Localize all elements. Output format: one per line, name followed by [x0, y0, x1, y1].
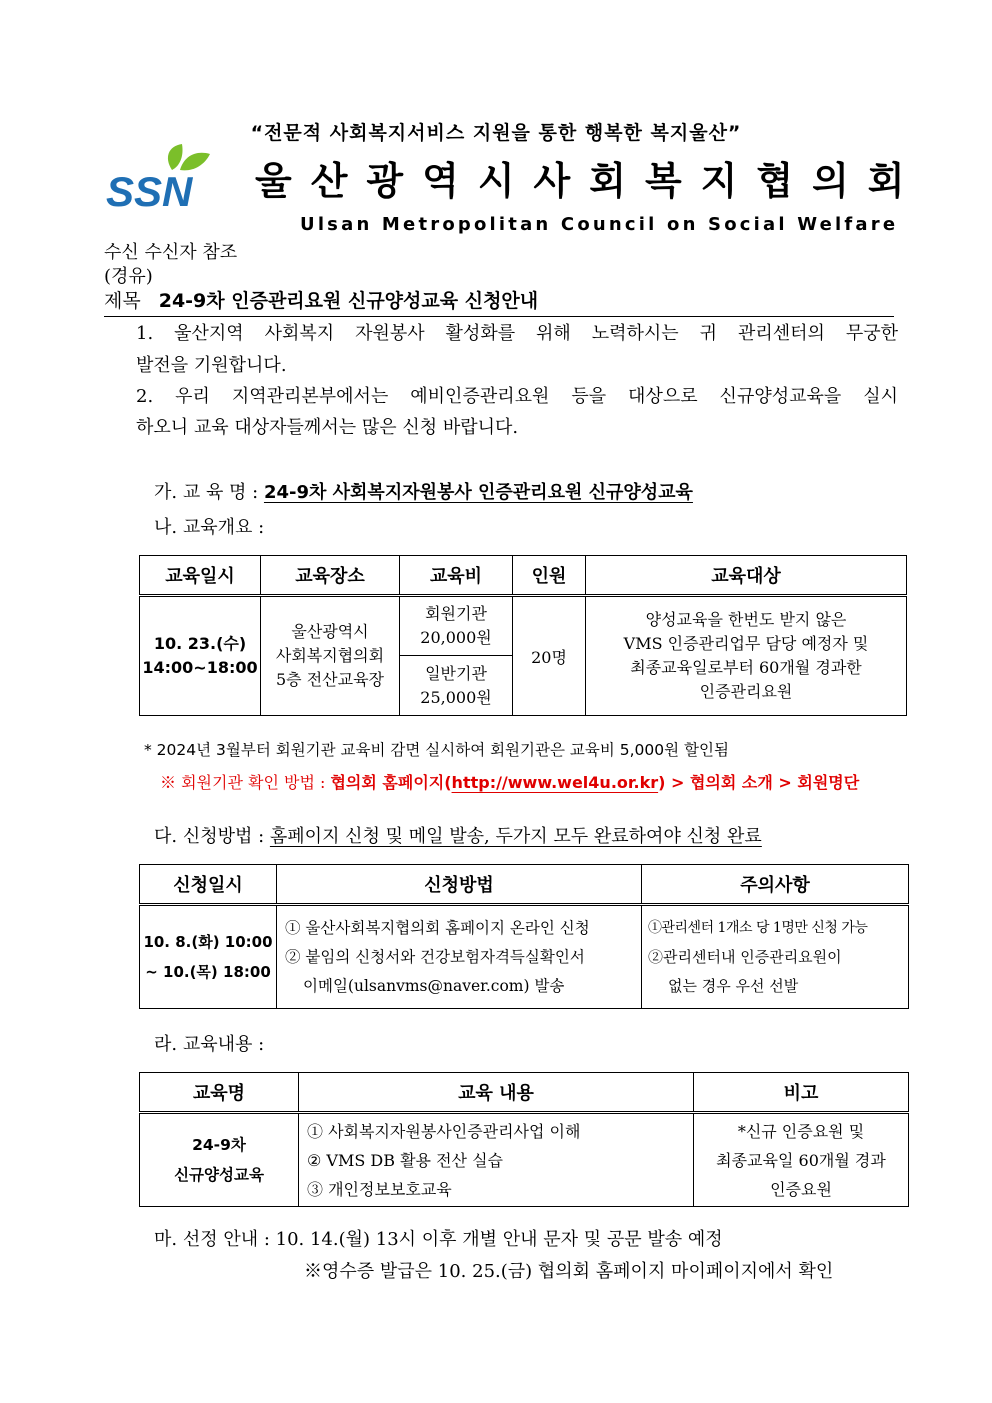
overview-time: 14:00~18:00: [142, 658, 258, 677]
apply-table: [139, 864, 909, 1009]
member-check-note: [160, 770, 859, 793]
leaf-icon: [168, 144, 183, 170]
apply-caution: [642, 905, 909, 1009]
overview-place-line: 사회복지협의회: [275, 646, 385, 665]
section-ga-value: 24-9차 사회복지자원봉사 인증관리요원 신규양성교육: [263, 482, 693, 503]
target-line: VMS 인증관리업무 담당 예정자 및: [623, 634, 869, 653]
apply-header: 신청방법: [277, 865, 642, 905]
apply-period-end: ~ 10.(목) 18:00: [145, 963, 271, 981]
section-na-label: 나. 교육개요 :: [154, 517, 265, 538]
apply-method-line: ② 붙임의 신청서와 건강보험자격득실확인서: [285, 947, 585, 966]
recipient: 수신 수신자 참조: [104, 242, 238, 263]
overview-people: 20명: [513, 596, 586, 716]
content-note: [694, 1113, 909, 1207]
content-item: ② VMS DB 활용 전산 실습: [307, 1150, 503, 1170]
overview-header: 교육일시: [140, 556, 261, 596]
apply-header: 주의사항: [642, 865, 909, 905]
section-ra-label: 라. 교육내용 :: [154, 1034, 265, 1055]
fee-member-value: 20,000원: [420, 628, 492, 647]
section-ga-label: 가. 교 육 명 :: [154, 482, 264, 503]
content-header: 교육 내용: [299, 1073, 694, 1113]
overview-date: 10. 23.(수): [153, 634, 247, 653]
target-line: 인증관리요원: [699, 682, 793, 701]
content-header: 교육명: [140, 1073, 299, 1113]
content-name: [140, 1113, 299, 1207]
divider: [104, 316, 894, 317]
content-note-line: 최종교육일 60개월 경과: [716, 1150, 886, 1170]
overview-target: [586, 596, 907, 716]
section-da-value: 홈페이지 신청 및 메일 발송, 두가지 모두 완료하여야 신청 완료: [269, 826, 762, 847]
overview-header: 교육장소: [261, 556, 400, 596]
apply-period: [140, 905, 277, 1009]
check-prefix: ※ 회원기관 확인 방법 :: [160, 773, 331, 792]
content-name-line: 24-9차: [192, 1136, 246, 1154]
check-bold2: ) > 협의회 소개 > 회원명단: [658, 773, 860, 792]
apply-header: 신청일시: [140, 865, 277, 905]
paragraph-2-line-1: 2. 우리 지역관리본부에서는 예비인증관리요원 등을 대상으로 신규양성교육을 실시: [136, 386, 898, 407]
fee-general-label: 일반기관: [425, 663, 487, 683]
overview-header: 인원: [513, 556, 586, 596]
homepage-link[interactable]: http://www.wel4u.or.kr: [451, 773, 659, 792]
svg-text:SSN: SSN: [106, 168, 193, 212]
subject-label: 제목: [104, 290, 141, 312]
target-line: 최종교육일로부터 60개월 경과한: [630, 658, 862, 677]
overview-datetime: [140, 596, 261, 716]
overview-place-line: 울산광역시: [291, 622, 369, 641]
fee-general-value: 25,000원: [420, 687, 492, 707]
content-name-line: 신규양성교육: [174, 1166, 264, 1184]
caution-line: ①관리센터 1개소 당 1명만 신청 가능: [648, 919, 868, 936]
section-ma-line1: 마. 선정 안내 : 10. 14.(월) 13시 이후 개별 안내 문자 및 공문 발송 예정: [154, 1229, 723, 1250]
overview-header: 교육대상: [586, 556, 907, 596]
overview-table: [139, 555, 907, 716]
fee-member-label: 회원기관: [425, 604, 487, 623]
overview-place-line: 5층 전산교육장: [275, 670, 384, 689]
section-ga: [154, 478, 693, 504]
content-item: ③ 개인정보보호교육: [307, 1179, 452, 1199]
apply-period-start: 10. 8.(화) 10:00: [143, 933, 273, 951]
paragraph-2-line-2: 하오니 교육 대상자들께서는 많은 신청 바랍니다.: [136, 417, 519, 438]
content-item: ① 사회복지자원봉사인증관리사업 이해: [307, 1121, 581, 1141]
overview-place: [261, 596, 400, 716]
paragraph-1-line-1: 1. 울산지역 사회복지 자원봉사 활성화를 위해 노력하시는 귀 관리센터의 무궁한: [136, 323, 898, 344]
target-line: 양성교육을 한번도 받지 않은: [645, 610, 847, 629]
caution-line: 없는 경우 우선 선발: [668, 976, 799, 995]
discount-note: * 2024년 3월부터 회원기관 교육비 감면 실시하여 회원기관은 교육비 5,000원 할인됨: [144, 741, 729, 759]
subject-row: [104, 286, 538, 313]
content-table: [139, 1072, 909, 1207]
content-note-line: *신규 인증요원 및: [737, 1121, 865, 1141]
content-header: 비고: [694, 1073, 909, 1113]
via: (경유): [104, 266, 153, 287]
paragraph-1-line-2: 발전을 기원합니다.: [136, 355, 287, 376]
apply-method: [277, 905, 642, 1009]
apply-method-line: 이메일(ulsanvms@naver.com) 발송: [303, 976, 565, 995]
caution-line: ②관리센터내 인증관리요원이: [648, 947, 842, 966]
ssn-logo: [104, 140, 214, 212]
overview-fee-member: [400, 596, 513, 656]
content-items: [299, 1113, 694, 1207]
overview-header: 교육비: [400, 556, 513, 596]
overview-fee-general: [400, 656, 513, 716]
subject: 24-9차 인증관리요원 신규양성교육 신청안내: [158, 290, 539, 312]
check-bold1: 협의회 홈페이지(: [330, 773, 452, 792]
org-name-en: Ulsan Metropolitan Council on Social Welfare: [300, 214, 899, 235]
section-ma-line2: ※영수증 발급은 10. 25.(금) 협의회 홈페이지 마이페이지에서 확인: [304, 1261, 834, 1282]
section-da-label: 다. 신청방법 :: [154, 826, 270, 847]
content-note-line: 인증요원: [770, 1179, 832, 1199]
org-name: 울산광역시사회복지협의회: [255, 159, 924, 203]
section-da: [154, 822, 762, 848]
slogan: “전문적 사회복지서비스 지원을 통한 행복한 복지울산”: [250, 122, 742, 144]
apply-method-line: ① 울산사회복지협의회 홈페이지 온라인 신청: [285, 918, 590, 937]
